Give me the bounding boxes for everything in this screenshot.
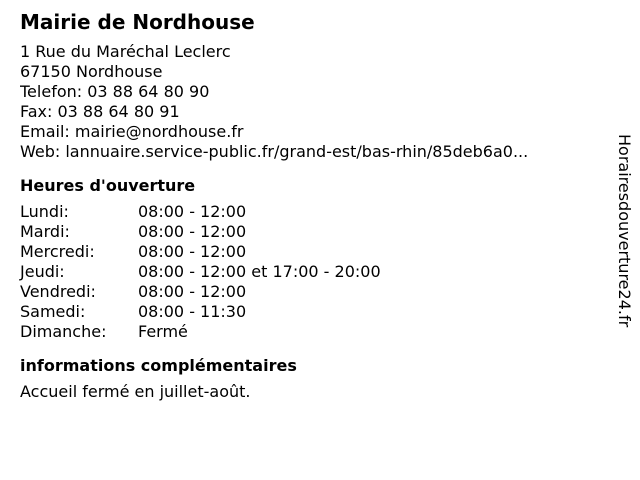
hours-day: Mardi: <box>20 222 70 241</box>
fax-text: Fax: 03 88 64 80 91 <box>20 102 180 121</box>
phone-text: Telefon: 03 88 64 80 90 <box>20 82 210 101</box>
hours-row-jeudi <box>20 262 600 282</box>
hours-day: Jeudi: <box>20 262 65 281</box>
hours-time: 08:00 - 12:00 <box>138 282 247 301</box>
web-text: Web: lannuaire.service-public.fr/grand-est/bas-rhin/85deb6a0... <box>20 142 529 161</box>
hours-day: Lundi: <box>20 202 69 221</box>
hours-day: Samedi: <box>20 302 86 321</box>
mairie-card <box>20 10 600 402</box>
hours-time: Fermé <box>138 322 188 341</box>
email-text: Email: mairie@nordhouse.fr <box>20 122 244 141</box>
hours-time: 08:00 - 12:00 <box>138 222 247 241</box>
hours-row-mercredi <box>20 242 600 262</box>
hours-time: 08:00 - 12:00 <box>138 202 247 221</box>
hours-time: 08:00 - 12:00 <box>138 242 247 261</box>
hours-time: 08:00 - 12:00 et 17:00 - 20:00 <box>138 262 381 281</box>
hours-title: Heures d'ouverture <box>20 176 196 195</box>
info-text: Accueil fermé en juillet-août. <box>20 382 251 401</box>
hours-day: Vendredi: <box>20 282 96 301</box>
page-title: Mairie de Nordhouse <box>20 10 255 34</box>
hours-day: Mercredi: <box>20 242 95 261</box>
watermark-text: Horairesdouverture24.fr <box>615 134 634 328</box>
hours-row-vendredi <box>20 282 600 302</box>
hours-table <box>20 202 600 342</box>
site-watermark <box>612 134 636 374</box>
address-city: 67150 Nordhouse <box>20 62 163 81</box>
hours-time: 08:00 - 11:30 <box>138 302 247 321</box>
address-street: 1 Rue du Maréchal Leclerc <box>20 42 231 61</box>
hours-row-mardi <box>20 222 600 242</box>
hours-day: Dimanche: <box>20 322 107 341</box>
hours-row-lundi <box>20 202 600 222</box>
hours-row-samedi <box>20 302 600 322</box>
info-title: informations complémentaires <box>20 356 297 375</box>
hours-row-dimanche <box>20 322 600 342</box>
